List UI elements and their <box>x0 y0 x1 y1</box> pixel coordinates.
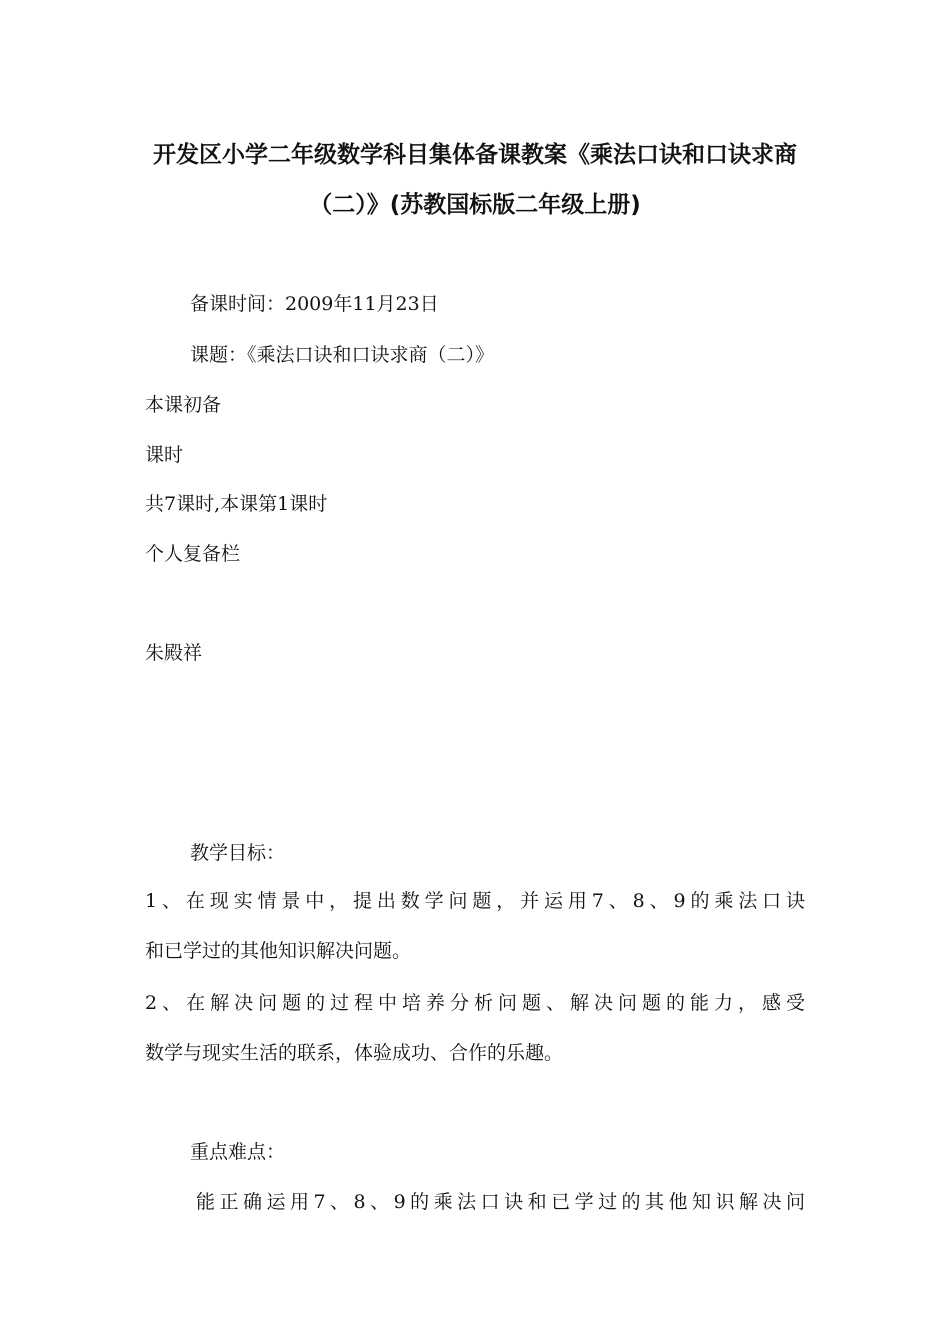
author-name: 朱殿祥 <box>145 642 203 664</box>
objective-2-line-1: 2、在解决问题的过程中培养分析问题、解决问题的能力，感受 <box>145 992 805 1014</box>
prep-time: 备课时间：2009年11月23日 <box>190 293 439 315</box>
first-prep-label: 本课初备 <box>145 394 222 416</box>
lesson-topic: 课题：《乘法口诀和口诀求商（二）》 <box>190 344 495 366</box>
objective-2-line-2: 数学与现实生活的联系，体验成功、合作的乐趣。 <box>145 1042 564 1064</box>
document-title-line-2: （二）》(苏教国标版二年级上册) <box>309 192 641 218</box>
lesson-hours: 共7课时,本课第1课时 <box>145 493 328 515</box>
key-points-line-1: 能正确运用7、8、9的乘法口诀和已学过的其他知识解决问 <box>196 1191 805 1213</box>
objective-1-line-1: 1、在现实情景中，提出数学问题，并运用7、8、9的乘法口诀 <box>145 890 805 912</box>
lesson-hours-label: 课时 <box>145 444 184 466</box>
objectives-heading: 教学目标： <box>190 842 286 864</box>
personal-column-label: 个人复备栏 <box>145 543 241 565</box>
objective-1-line-2: 和已学过的其他知识解决问题。 <box>145 940 412 962</box>
document-title-line-1: 开发区小学二年级数学科目集体备课教案《乘法口诀和口诀求商 <box>153 142 797 168</box>
key-points-heading: 重点难点： <box>190 1141 286 1163</box>
